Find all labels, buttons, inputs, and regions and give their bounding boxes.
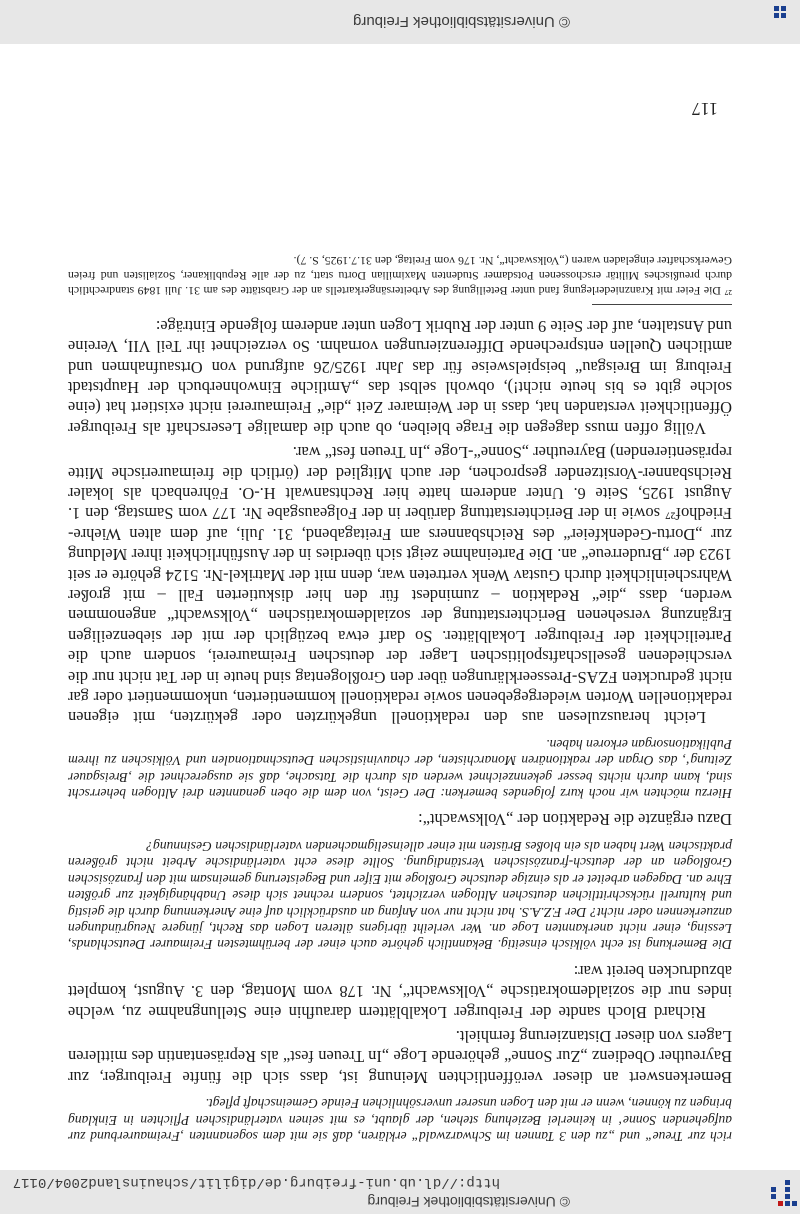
library-logo-icon [746, 0, 786, 24]
quote-block: Die Bemerkung ist echt völkisch einseitig. Bekanntlich gehörte auch einer der berühmtesten Freimaurer Deutschlands, Lessing, einer nicht anerkannten Loge an. Wer verleiht übrigens älteren Logen das Recht, jüngere Neugründungen anzuerkennen oder nicht? Der F.Z.A.S. hat nicht nur von Anfang an ausdrücklich auf eine Anerkennung durch die geistig und kulturell rückschrittlichen deutschen Altlogen verzichtet, sondern rechnet sich diese Unabhängigkeit zur größten Ehre an. Dagegen arbeitet er als einzige deutsche Großloge mit Eifer und Begeisterung gemeinsam mit den französischen Großlogen an der deutsch-französischen Verständigung. Sollte diese echt vaterländische Arbeit nicht größeren praktischen Wert haben als ein bloßes Brüsten mit einer alleinseligmachenden vaterländischen Gesinnung? [68, 838, 732, 953]
footnote-rule [592, 304, 732, 305]
viewer-footer-bar [0, 0, 800, 44]
viewer-header-bar [0, 1170, 800, 1214]
document-page-body [68, 252, 732, 1152]
footnote-27: ²⁷ Die Feier mit Kranzniederlegung fand unter Beteiligung des Arbeitersängerkartells an der Grabstätte des am 31. Juli 1849 standrechtlich durch preußisches Militär erschossenen Potsdamer Studenten Maximilian Dortu statt, zu der alle Republikaner, Sozialisten und freien Gewerkschafter eingeladen waren („Volkswacht“, Nr. 176 vom Freitag, den 31.7.1925, S. 7). [68, 253, 732, 299]
document-url-link[interactable]: http://dl.ub.uni-freiburg.de/digilit/schauinsland2004/0117 [12, 1174, 500, 1190]
quote-block: rich zur Treue“ und „zu den 3 Tannen im Schwarzwald“ erklären, daß sie mit dem sogenannten ‚Freimaurerbund zur aufgehenden Sonne‘ in keinerlei Beziehung stehen, der glaubt, es mit seinen vaterländischen Pflichten in Einklang bringen zu können, wenn er mit den Logen unserer unversöhnlichen Feinde Gemeinschaft pflegt. [68, 1096, 732, 1144]
paragraph: Völlig offen muss dagegen die Frage bleiben, ob auch die damalige Leserschaft als Freiburger Öffentlichkeit verstanden hat, dass in der Weimarer Zeit „die“ Freimaurerei nicht existiert hat (eine solche gibt es bis heute nicht!), obwohl selbst das „Amtliche Einwohnerbuch der Hauptstadt Freiburg im Breisgau“ beispielsweise für das Jahr 1925/26 aufgrund von Ortsaufnahmen und amtlichen Quellen entsprechende Differenzierungen vornahm. So verzeichnet ihr Teil VII, Vereine und Anstalten, auf der Seite 9 unter der Rubrik Logen unter anderem folgende Einträge: [68, 316, 732, 438]
page-number: 117 [691, 99, 718, 119]
paragraph: Dazu ergänzte die Redaktion der „Volkswacht“: [418, 810, 732, 830]
paragraph: Bemerkenswert an dieser veröffentlichten Meinung ist, dass sich die fünfte Freiburger, zur Bayreuther Obedienz „Zur Sonne“ gehörende Loge „In Treuen fest“ als Repräsentantin des mittleren Lagers von dieser Distanzierung fernhielt. [68, 1026, 732, 1087]
text-blocks [68, 315, 732, 1144]
quote-block: Hierzu möchten wir noch kurz folgendes bemerken: Der Geist, von dem die oben genannten drei Altlogen beherrscht sind, kann durch nichts besser gekennzeichnet werden als durch die Tatsache, daß sie ausgerechnet die ‚Breisgauer Zeitung‘, das Organ der reaktionären Monarchisten, der chauvinistischen Deutschnationalen und Völkischen zu ihrem Publikationsorgan erkoren haben. [68, 736, 732, 802]
paragraph: Richard Bloch sandte der Freiburger Lokalblättern daraufhin eine Stellungnahme zu, welche indes nur die sozialdemokratische „Volkswacht“, Nr. 178 vom Montag, den 3. August, komplett abzudrucken bereit war: [68, 961, 732, 1022]
library-logo-icon [750, 1170, 800, 1214]
copyright-text: © Universitätsbibliothek Freiburg [353, 13, 570, 30]
paragraph: Leicht herauszulesen aus den redaktionell ungekürzten oder gekürzten, mit eigenen redaktionellen Worten wiedergegebenen sowie redaktionell kommentierten, unkommentiert oder gar nicht gedruckten FZAS-Presseerklärungen über den Großlogentag sind heute in der Tat nicht nur die verschiedenen gesellschaftspolitischen Lager der deutschen Freimaurerei, sondern auch die Parteilichkeit der Freiburger Lokalblätter. So darf etwa bezüglich der mit der siebenzeiligen Ergänzung versehenen Berichterstattung der sozialdemokratischen „Volkswacht“ angenommen werden, dass „die“ Redaktion – zumindest für den hier diskutierten Fall – mit großer Wahrscheinlichkeit durch Gustav Wenk vertreten war, denn mit der Matrikel-Nr. 5124 gehörte er seit 1923 der „Bruderreue“ an. Die Parteinahme zeigt sich überdies in der Ausführlichkeit ihrer Meldung zur „Dortu-Gedenkfeier“ des Reichsbanners am Freitagabend, 31. Juli, auf dem alten Wiehre-Friedhof²⁷ sowie in der Berichterstattung darüber in der Folgeausgabe Nr. 177 vom Samstag, den 1. August 1925, Seite 6. Unter anderem hatte hier Rechtsanwalt H.-O. Föhrenbach als lokaler Reichsbanner-Vorsitzender gesprochen, der auch Mitglied der (örtlich die freimaurerische Mitte repräsentierenden) Bayreuther „Sonne“-Loge „In Treuen fest“ war. [68, 443, 732, 728]
copyright-text: © Universitätsbibliothek Freiburg [367, 1194, 570, 1210]
